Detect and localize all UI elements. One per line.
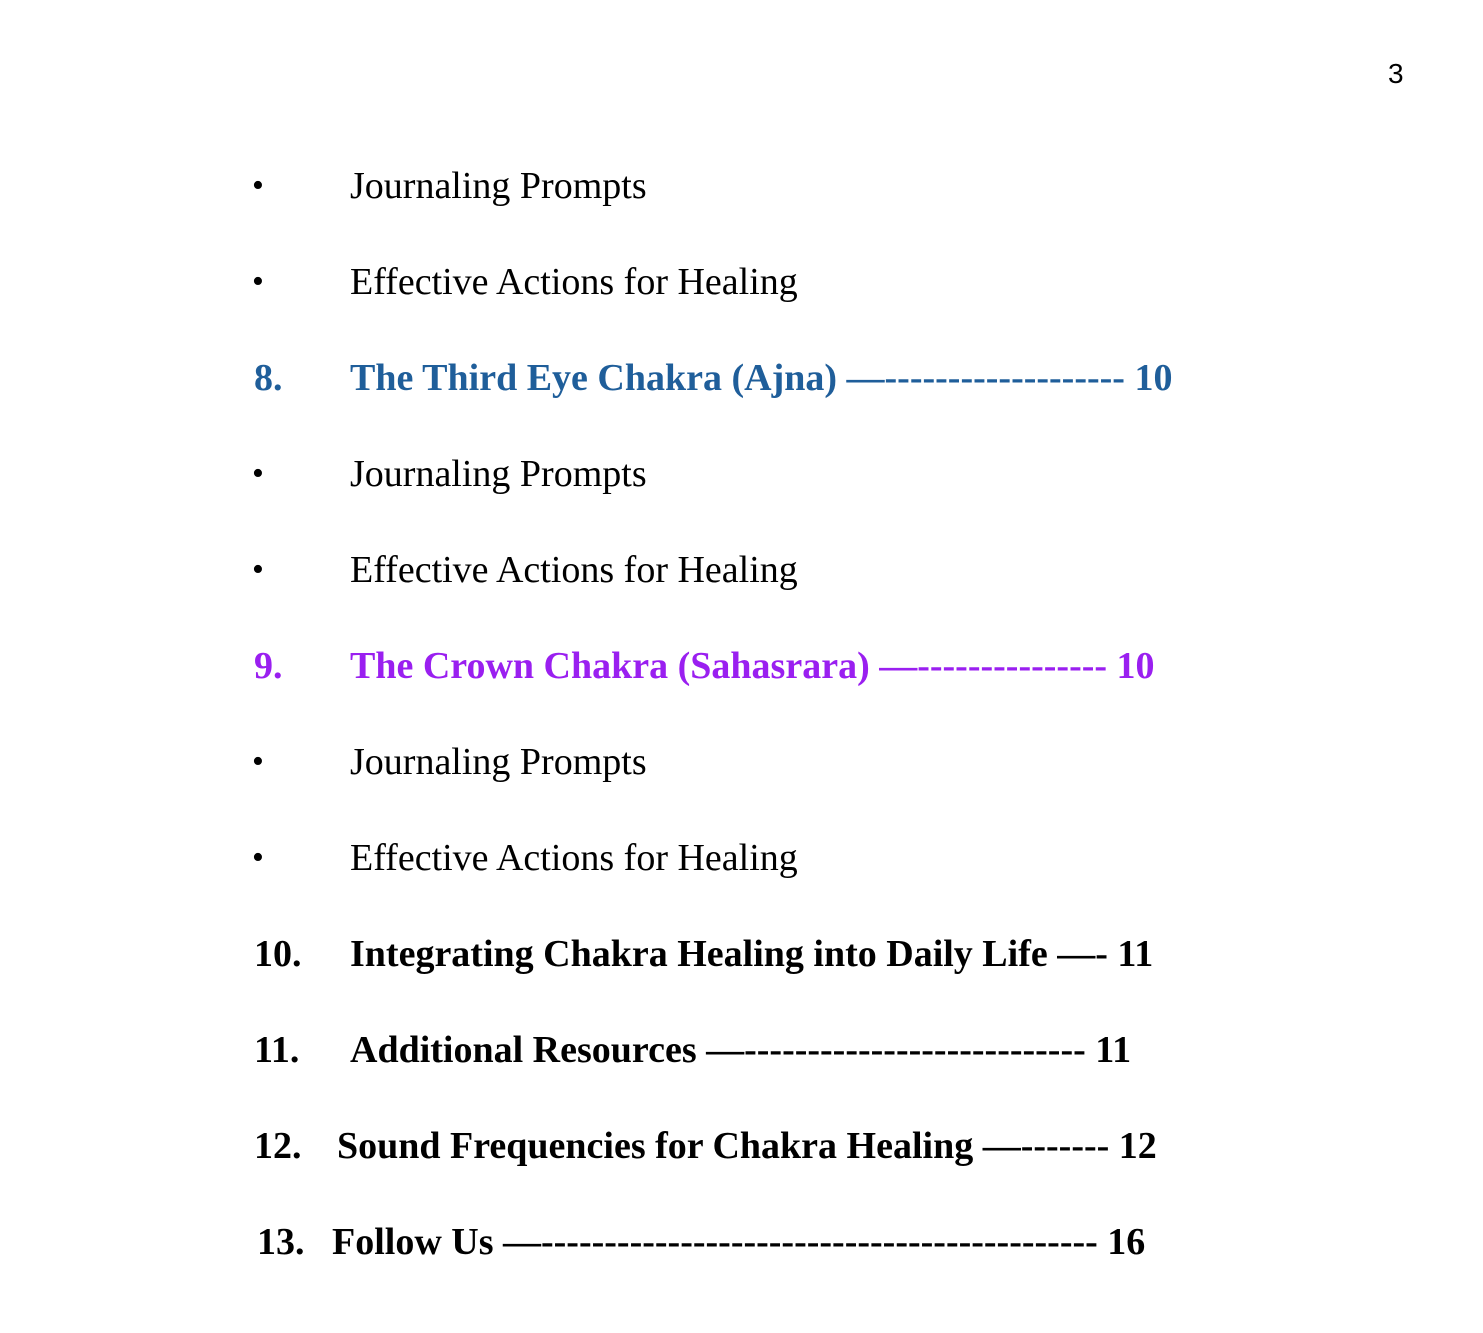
toc-entry-integrating-chakra-healing[interactable] [0, 924, 1483, 984]
toc-subitem-journaling-prompts [0, 444, 1483, 504]
bullet-marker: • [252, 167, 264, 204]
toc-subitem-effective-actions [0, 828, 1483, 888]
bullet-marker: • [252, 551, 264, 588]
toc-entry-number: 10. [254, 933, 302, 975]
toc-subitem-journaling-prompts [0, 732, 1483, 792]
toc-entry-number: 9. [254, 645, 283, 687]
toc-subitem-journaling-prompts [0, 156, 1483, 216]
toc-entry-title: Follow Us —-------------------------------------------- 16 [332, 1221, 1146, 1263]
toc-entry-crown-chakra[interactable] [0, 636, 1483, 696]
toc-entry-number: 12. [254, 1125, 302, 1167]
toc-entry-additional-resources[interactable] [0, 1020, 1483, 1080]
toc-subitem-label: Effective Actions for Healing [350, 837, 798, 879]
toc-subitem-label: Journaling Prompts [350, 453, 647, 495]
toc-entry-title: Additional Resources —--------------------------- 11 [350, 1029, 1132, 1071]
bullet-marker: • [252, 455, 264, 492]
page-number: 3 [1388, 58, 1404, 89]
toc-entry-sound-frequencies[interactable] [0, 1116, 1483, 1176]
toc-entry-number: 13. [257, 1221, 305, 1263]
bullet-marker: • [252, 263, 264, 300]
toc-entry-title: Integrating Chakra Healing into Daily Life —- 11 [350, 933, 1154, 975]
toc-subitem-effective-actions [0, 252, 1483, 312]
toc-entry-third-eye-chakra[interactable] [0, 348, 1483, 408]
toc-entry-title: Sound Frequencies for Chakra Healing —------- 12 [337, 1125, 1157, 1167]
toc-entry-number: 11. [254, 1029, 300, 1071]
toc-entry-title: The Crown Chakra (Sahasrara) —--------------- 10 [350, 645, 1155, 687]
toc-subitem-label: Effective Actions for Healing [350, 261, 798, 303]
toc-entry-number: 8. [254, 357, 283, 399]
toc-entry-title: The Third Eye Chakra (Ajna) —------------------- 10 [350, 357, 1173, 399]
toc-entry-follow-us[interactable] [0, 1212, 1483, 1272]
toc-subitem-effective-actions [0, 540, 1483, 600]
bullet-marker: • [252, 743, 264, 780]
toc-subitem-label: Effective Actions for Healing [350, 549, 798, 591]
toc-subitem-label: Journaling Prompts [350, 165, 647, 207]
toc-subitem-label: Journaling Prompts [350, 741, 647, 783]
bullet-marker: • [252, 839, 264, 876]
